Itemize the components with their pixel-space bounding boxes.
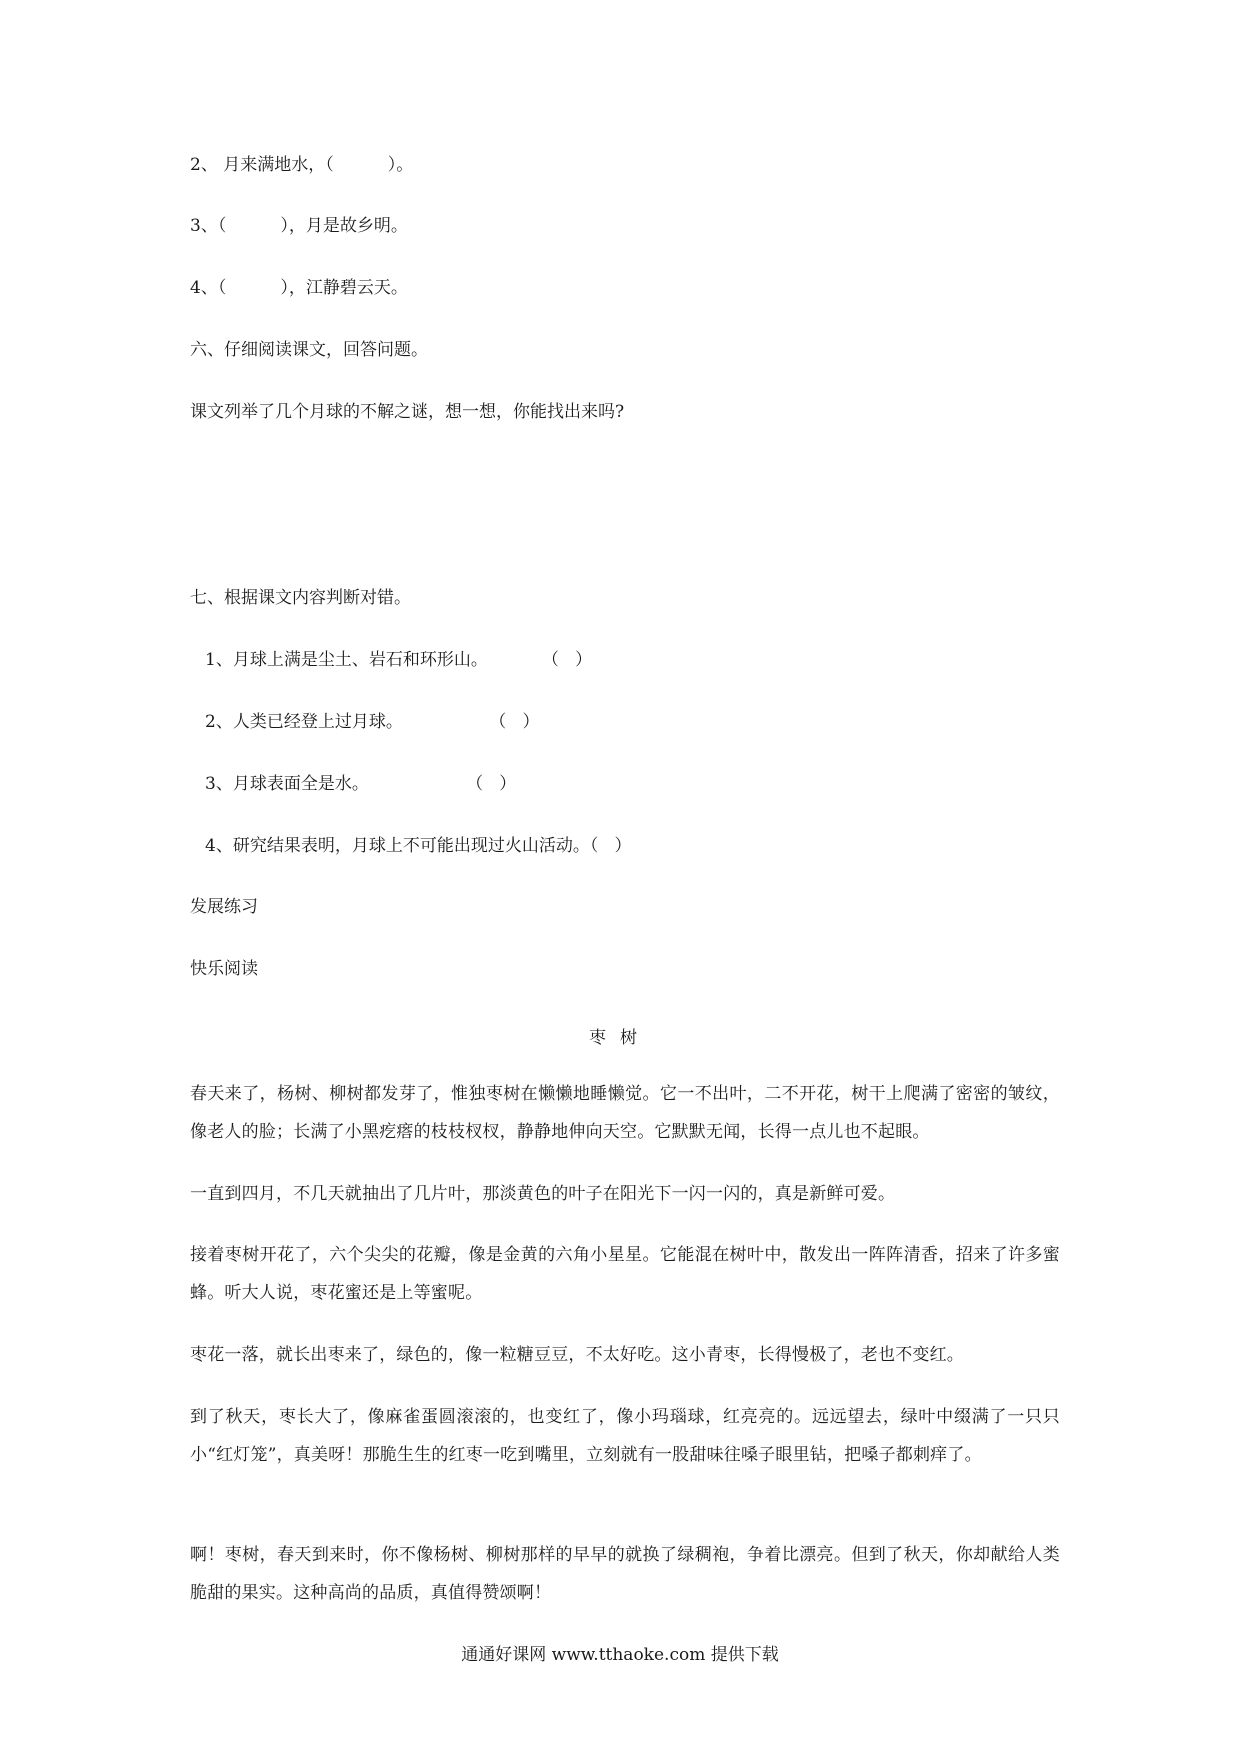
true-false-item-1: 1、月球上满是尘土、岩石和环形山。 （ ） [205, 650, 593, 670]
extension-label: 发展练习 [190, 897, 258, 917]
story-title: 枣树 [589, 1028, 651, 1048]
section-6-heading: 六、仔细阅读课文，回答问题。 [190, 340, 428, 360]
section-7-heading: 七、根据课文内容判断对错。 [190, 588, 411, 608]
story-paragraph-5: 到了秋天，枣长大了，像麻雀蛋圆滚滚的，也变红了，像小玛瑙球，红亮亮的。远远望去，绿叶中缀满了一只只小“红灯笼”，真美呀！那脆生生的红枣一吃到嘴里，立刻就有一股甜味往嗓子眼里钻，把嗓子都刺痒了。 [190, 1407, 1060, 1465]
fill-in-item-3: 3、（ ），月是故乡明。 [190, 216, 408, 236]
story-paragraph-6: 啊！枣树，春天到来时，你不像杨树、柳树那样的早早的就换了绿稠袍，争着比漂亮。但到了秋天，你却献给人类脆甜的果实。这种高尚的品质，真值得赞颂啊！ [190, 1545, 1060, 1603]
section-6-question: 课文列举了几个月球的不解之谜，想一想，你能找出来吗? [190, 402, 625, 422]
true-false-item-3: 3、月球表面全是水。 （ ） [205, 774, 517, 794]
fill-in-item-4: 4、（ ），江静碧云天。 [190, 278, 408, 298]
story-paragraph-1: 春天来了，杨树、柳树都发芽了，惟独枣树在懒懒地睡懒觉。它一不出叶，二不开花，树干上爬满了密密的皱纹，像老人的脸；长满了小黑疙瘩的枝枝杈杈，静静地伸向天空。它默默无闻，长得一点儿也不起眼。 [190, 1084, 1060, 1142]
story-paragraph-3: 接着枣树开花了，六个尖尖的花瓣，像是金黄的六角小星星。它能混在树叶中，散发出一阵阵清香，招来了许多蜜蜂。听大人说，枣花蜜还是上等蜜呢。 [190, 1245, 1060, 1303]
story-paragraph-2: 一直到四月，不几天就抽出了几片叶，那淡黄色的叶子在阳光下一闪一闪的，真是新鲜可爱。 [190, 1184, 896, 1204]
footer-credit: 通通好课网 www.tthaoke.com 提供下载 [461, 1645, 779, 1665]
true-false-item-2: 2、人类已经登上过月球。 （ ） [205, 712, 540, 732]
reading-label: 快乐阅读 [190, 959, 258, 979]
true-false-item-4: 4、研究结果表明，月球上不可能出现过火山活动。（ ） [205, 836, 632, 856]
story-paragraph-4: 枣花一落，就长出枣来了，绿色的，像一粒糖豆豆，不太好吃。这小青枣，长得慢极了，老也不变红。 [190, 1345, 964, 1365]
fill-in-item-2: 2、 月来满地水，（ ）。 [190, 155, 414, 175]
